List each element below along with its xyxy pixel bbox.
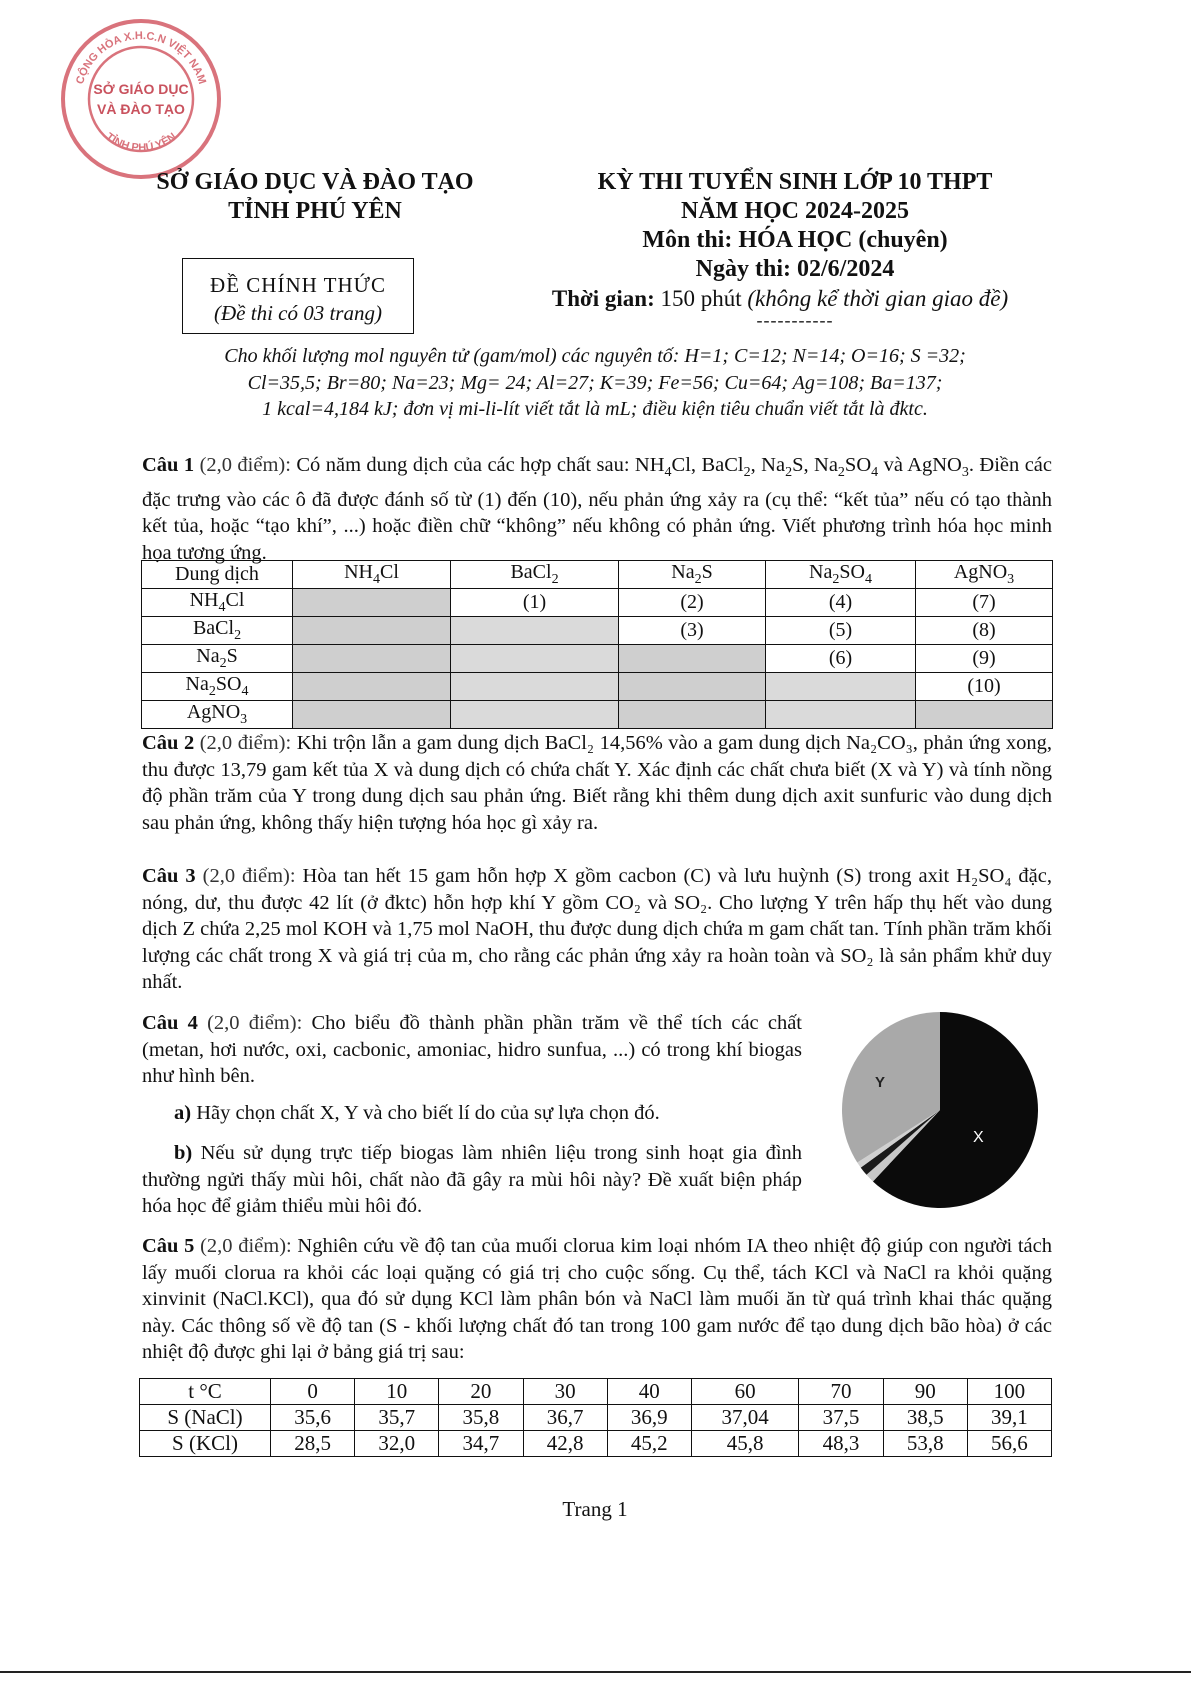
official-label: ĐỀ CHÍNH THỨC — [210, 273, 386, 297]
table-row — [142, 589, 1053, 617]
temp-cell: 20 — [439, 1379, 523, 1405]
cell-shaded — [293, 701, 451, 729]
temp-cell: 10 — [355, 1379, 439, 1405]
row-header: BaCl$_2$ — [142, 617, 293, 645]
q1-text-a: Có năm dung dịch của các hợp chất sau: NH — [296, 454, 665, 476]
time-note: (không kể thời gian giao đề) — [747, 286, 1009, 311]
atomic-mass-intro — [130, 343, 1060, 423]
department-name: SỞ GIÁO DỤC VÀ ĐÀO TẠO — [156, 169, 474, 195]
table-cell: 39,1 — [967, 1405, 1051, 1431]
cell-shaded — [451, 617, 619, 645]
table-cell: 35,6 — [271, 1405, 355, 1431]
temp-cell: 40 — [607, 1379, 691, 1405]
row-header: S (NaCl) — [140, 1405, 271, 1431]
question-4 — [142, 1010, 802, 1090]
table-row — [142, 617, 1053, 645]
table-cell: 36,9 — [607, 1405, 691, 1431]
official-stamp — [56, 14, 226, 184]
table-cell: (1) — [451, 589, 619, 617]
province-name: TỈNH PHÚ YÊN — [228, 198, 402, 224]
table-cell: 45,2 — [607, 1431, 691, 1457]
table-cell: (10) — [916, 673, 1053, 701]
table-row — [142, 561, 1053, 589]
col-header: $Na_2S$ — [619, 561, 766, 589]
subject-name: HÓA HỌC (chuyên) — [738, 227, 948, 253]
q3-points: (2,0 điểm): — [202, 865, 296, 887]
cell-shaded — [451, 645, 619, 673]
q2-label: Câu 2 — [142, 732, 195, 754]
table-row — [142, 701, 1053, 729]
cell-shaded — [293, 673, 451, 701]
left-header — [150, 168, 480, 226]
header-rule: ----------- — [756, 310, 834, 330]
table-row — [140, 1379, 1052, 1405]
q4a-text: Hãy chọn chất X, Y và cho biết lí do của sự lựa chọn đó. — [196, 1102, 660, 1124]
row-header: $NH_4Cl$ — [142, 589, 293, 617]
q1-text-e: SO — [844, 454, 872, 476]
exam-title: KỲ THI TUYỂN SINH LỚP 10 THPT — [597, 169, 993, 195]
q1-text-f: và AgNO — [878, 454, 962, 476]
pie-label-y: Y — [875, 1074, 886, 1091]
table-cell: 37,04 — [691, 1405, 799, 1431]
table-cell: 37,5 — [799, 1405, 883, 1431]
stamp-ring-bottom: TỈNH PHÚ YÊN — [103, 130, 179, 155]
temp-cell: 30 — [523, 1379, 607, 1405]
cell-shaded — [451, 701, 619, 729]
question-1: Câu 1 (2,0 điểm): Có năm dung dịch của các hợp chất sau: $NH_4Cl$, BaCl$_2$, $Na_2S$, $Na_2SO_4$ và AgNO$_3$. Điền các đặc trưng vào các ô đã được đánh số từ (1) đến (10), nếu phản ứng xảy ra (cụ thể: “kết tủa” nếu có tạo thành kết tủa, hoặc “tạo khí”, ...) hoặc điền chữ “không” nếu không có phản ứng. Viết phương trình hóa học minh họa tương ứng. — [142, 454, 1052, 564]
q5-text: Nghiên cứu về độ tan của muối clorua kim loại nhóm IA theo nhiệt độ giúp con người tách lấy muối clorua ra khỏi các loại quặng có giá trị cho cuộc sống. Cụ thể, tách KCl và NaCl ra khỏi quặng xinvinit (NaCl.KCl), qua đó sử dụng KCl làm phân bón và NaCl làm muối ăn từ quá trình khai thác quặng này. Các thông số về độ tan (S - khối lượng chất đó tan trong 100 gam nước để tạo dung dịch bão hòa) ở các nhiệt độ được ghi lại ở bảng giá trị sau: — [142, 1235, 1053, 1363]
table-cell: 35,7 — [355, 1405, 439, 1431]
cell-shaded — [293, 645, 451, 673]
cell-shaded — [293, 617, 451, 645]
table-cell: 36,7 — [523, 1405, 607, 1431]
table-corner: Dung dịch — [142, 561, 293, 589]
table-cell: (9) — [916, 645, 1053, 673]
table-cell: 56,6 — [967, 1431, 1051, 1457]
table-cell: (2) — [619, 589, 766, 617]
cell-shaded — [619, 701, 766, 729]
row-header: AgNO$_3$ — [142, 701, 293, 729]
question-2 — [142, 730, 1052, 836]
q1-points: (2,0 điểm): — [199, 454, 291, 476]
table-cell: 45,8 — [691, 1431, 799, 1457]
temp-cell: 60 — [691, 1379, 799, 1405]
page-number: Trang 1 — [562, 1497, 628, 1521]
table-row — [140, 1431, 1052, 1457]
subject-line — [540, 226, 1050, 255]
table-cell: 53,8 — [883, 1431, 967, 1457]
q4-points: (2,0 điểm): — [207, 1012, 303, 1034]
row-header: $Na_2S$ — [142, 645, 293, 673]
q1-label: Câu 1 — [142, 454, 195, 476]
intro-line-3: 1 kcal=4,184 kJ; đơn vị mi-li-lít viết tắt là mL; điều kiện tiêu chuẩn viết tắt là đktc. — [262, 398, 928, 420]
question-3 — [142, 863, 1052, 996]
table-cell: (8) — [916, 617, 1053, 645]
question-4a — [174, 1100, 804, 1127]
q1-text-c: , Na — [750, 454, 786, 476]
q2-points: (2,0 điểm): — [199, 732, 292, 754]
table-cell: (5) — [766, 617, 916, 645]
table-cell: 32,0 — [355, 1431, 439, 1457]
intro-line-2: Cl=35,5; Br=80; Na=23; Mg= 24; Al=27; K=39; Fe=56; Cu=64; Ag=108; Ba=137; — [247, 371, 943, 394]
time-label: Thời gian: — [551, 286, 655, 311]
col-header: $NH_4Cl$ — [293, 561, 451, 589]
temp-header: t °C — [140, 1379, 271, 1405]
q5-points: (2,0 điểm): — [200, 1235, 292, 1257]
stamp-ring-top: CỘNG HÒA X.H.C.N VIỆT NAM — [74, 29, 208, 86]
table-cell: 35,8 — [439, 1405, 523, 1431]
q2-text: Khi trộn lẫn a gam dung dịch BaCl₂ 14,56% vào a gam dung dịch Na₂CO₃, phản ứng xong, thu được 13,79 gam kết tủa X và dung dịch có chứa chất Y. Xác định các chất chưa biết (X và Y) và tính nồng độ phần trăm của Y trong dung dịch sau phản ứng. Biết rằng khi thêm dung dịch axit sunfuric vào dung dịch sau phản ứng, không thấy hiện tượng hóa học gì xảy ra. — [142, 732, 1053, 834]
intro-line-1: Cho khối lượng mol nguyên tử (gam/mol) các nguyên tố: H=1; C=12; N=14; O=16; S =32; — [224, 345, 966, 367]
q5-label: Câu 5 — [142, 1235, 195, 1257]
table-row — [142, 645, 1053, 673]
page-count-note: (Đề thi có 03 trang) — [214, 301, 382, 325]
temp-cell: 90 — [883, 1379, 967, 1405]
svg-text:TỈNH PHÚ YÊN — [103, 131, 178, 154]
stamp-line1: SỞ GIÁO DỤC — [93, 81, 189, 97]
subject-label: Môn thi: — [642, 227, 733, 253]
table-cell: 42,8 — [523, 1431, 607, 1457]
q4b-text-2: đình thường ngửi thấy mùi hôi, chất nào đã gây ra mùi hôi này? Đề xuất biện pháp hóa học để giảm thiểu mùi hôi đó. — [142, 1142, 803, 1217]
q4b-label: b) — [174, 1142, 193, 1164]
q4a-label: a) — [174, 1102, 192, 1124]
solubility-table — [139, 1378, 1052, 1457]
table-cell: (6) — [766, 645, 916, 673]
table-cell: 38,5 — [883, 1405, 967, 1431]
col-header: $Na_2SO_4$ — [766, 561, 916, 589]
col-header: BaCl$_2$ — [451, 561, 619, 589]
biogas-pie-chart — [820, 1010, 1060, 1210]
table-cell: 48,3 — [799, 1431, 883, 1457]
table-cell: 34,7 — [439, 1431, 523, 1457]
question-4b — [142, 1140, 802, 1220]
official-box — [182, 258, 414, 334]
table-cell: (4) — [766, 589, 916, 617]
reaction-table — [141, 560, 1053, 729]
cell-shaded — [916, 701, 1053, 729]
exam-date: Ngày thi: 02/6/2024 — [695, 256, 895, 282]
cell-shaded — [766, 701, 916, 729]
q3-text: Hòa tan hết 15 gam hỗn hợp X gồm cacbon (C) và lưu huỳnh (S) trong axit H₂SO₄ đặc, nóng, dư, thu được 42 lít (ở đktc) hỗn hợp khí Y gồm CO₂ và SO₂. Cho lượng Y trên hấp thụ hết vào dung dịch Z chứa 2,25 mol KOH và 1,75 mol NaOH, thu được dung dịch chứa m gam chất tan. Tính phần trăm khối lượng các chất trong X và giá trị của m, cho rằng các phản ứng xảy ra hoàn toàn và SO₂ là sản phẩm khử duy nhất. — [142, 865, 1052, 993]
pie-svg — [820, 1010, 1060, 1210]
q1-text-d: S, Na — [792, 454, 838, 476]
row-header: $Na_2SO_4$ — [142, 673, 293, 701]
q1-text-b: Cl, BaCl — [671, 454, 744, 476]
cell-shaded — [293, 589, 451, 617]
temp-cell: 100 — [967, 1379, 1051, 1405]
q4-text: Cho biểu đồ thành phần phần trăm về thể tích các chất (metan, hơi nước, oxi, cacbonic, amoniac, hidro sunfua, ...) có trong khí biogas như hình bên. — [142, 1012, 802, 1087]
time-value: 150 phút — [660, 286, 742, 311]
col-header: AgNO$_3$ — [916, 561, 1053, 589]
scan-edge-line — [0, 1671, 1191, 1673]
pie-label-x: X — [973, 1129, 984, 1146]
table-row — [142, 673, 1053, 701]
table-row — [140, 1405, 1052, 1431]
temp-cell: 70 — [799, 1379, 883, 1405]
row-header: S (KCl) — [140, 1431, 271, 1457]
q4-label: Câu 4 — [142, 1012, 198, 1034]
table-cell: (7) — [916, 589, 1053, 617]
cell-shaded — [451, 673, 619, 701]
q1-text-g: . Điền các đặc trưng vào các ô đã được đánh số từ (1) đến (10), nếu phản ứng xảy ra (cụ thể: “kết tủa” nếu có tạo thành kết tủa, hoặc “tạo khí”, ...) hoặc điền chữ “không” nếu không có phản ứng. Viết phương trình hóa học minh họa tương ứng. — [142, 454, 1052, 564]
school-year: NĂM HỌC 2024-2025 — [681, 198, 909, 224]
temp-cell: 0 — [271, 1379, 355, 1405]
cell-shaded — [619, 645, 766, 673]
q4b-text-1: Nếu sử dụng trực tiếp biogas làm nhiên liệu trong sinh hoạt gia — [200, 1142, 758, 1164]
cell-shaded — [766, 673, 916, 701]
q3-label: Câu 3 — [142, 865, 196, 887]
cell-shaded — [619, 673, 766, 701]
table-cell: 28,5 — [271, 1431, 355, 1457]
stamp-line2: VÀ ĐÀO TẠO — [97, 101, 185, 117]
question-5 — [142, 1233, 1052, 1366]
right-header — [540, 168, 1050, 330]
table-cell: (3) — [619, 617, 766, 645]
time-line — [510, 284, 1050, 313]
